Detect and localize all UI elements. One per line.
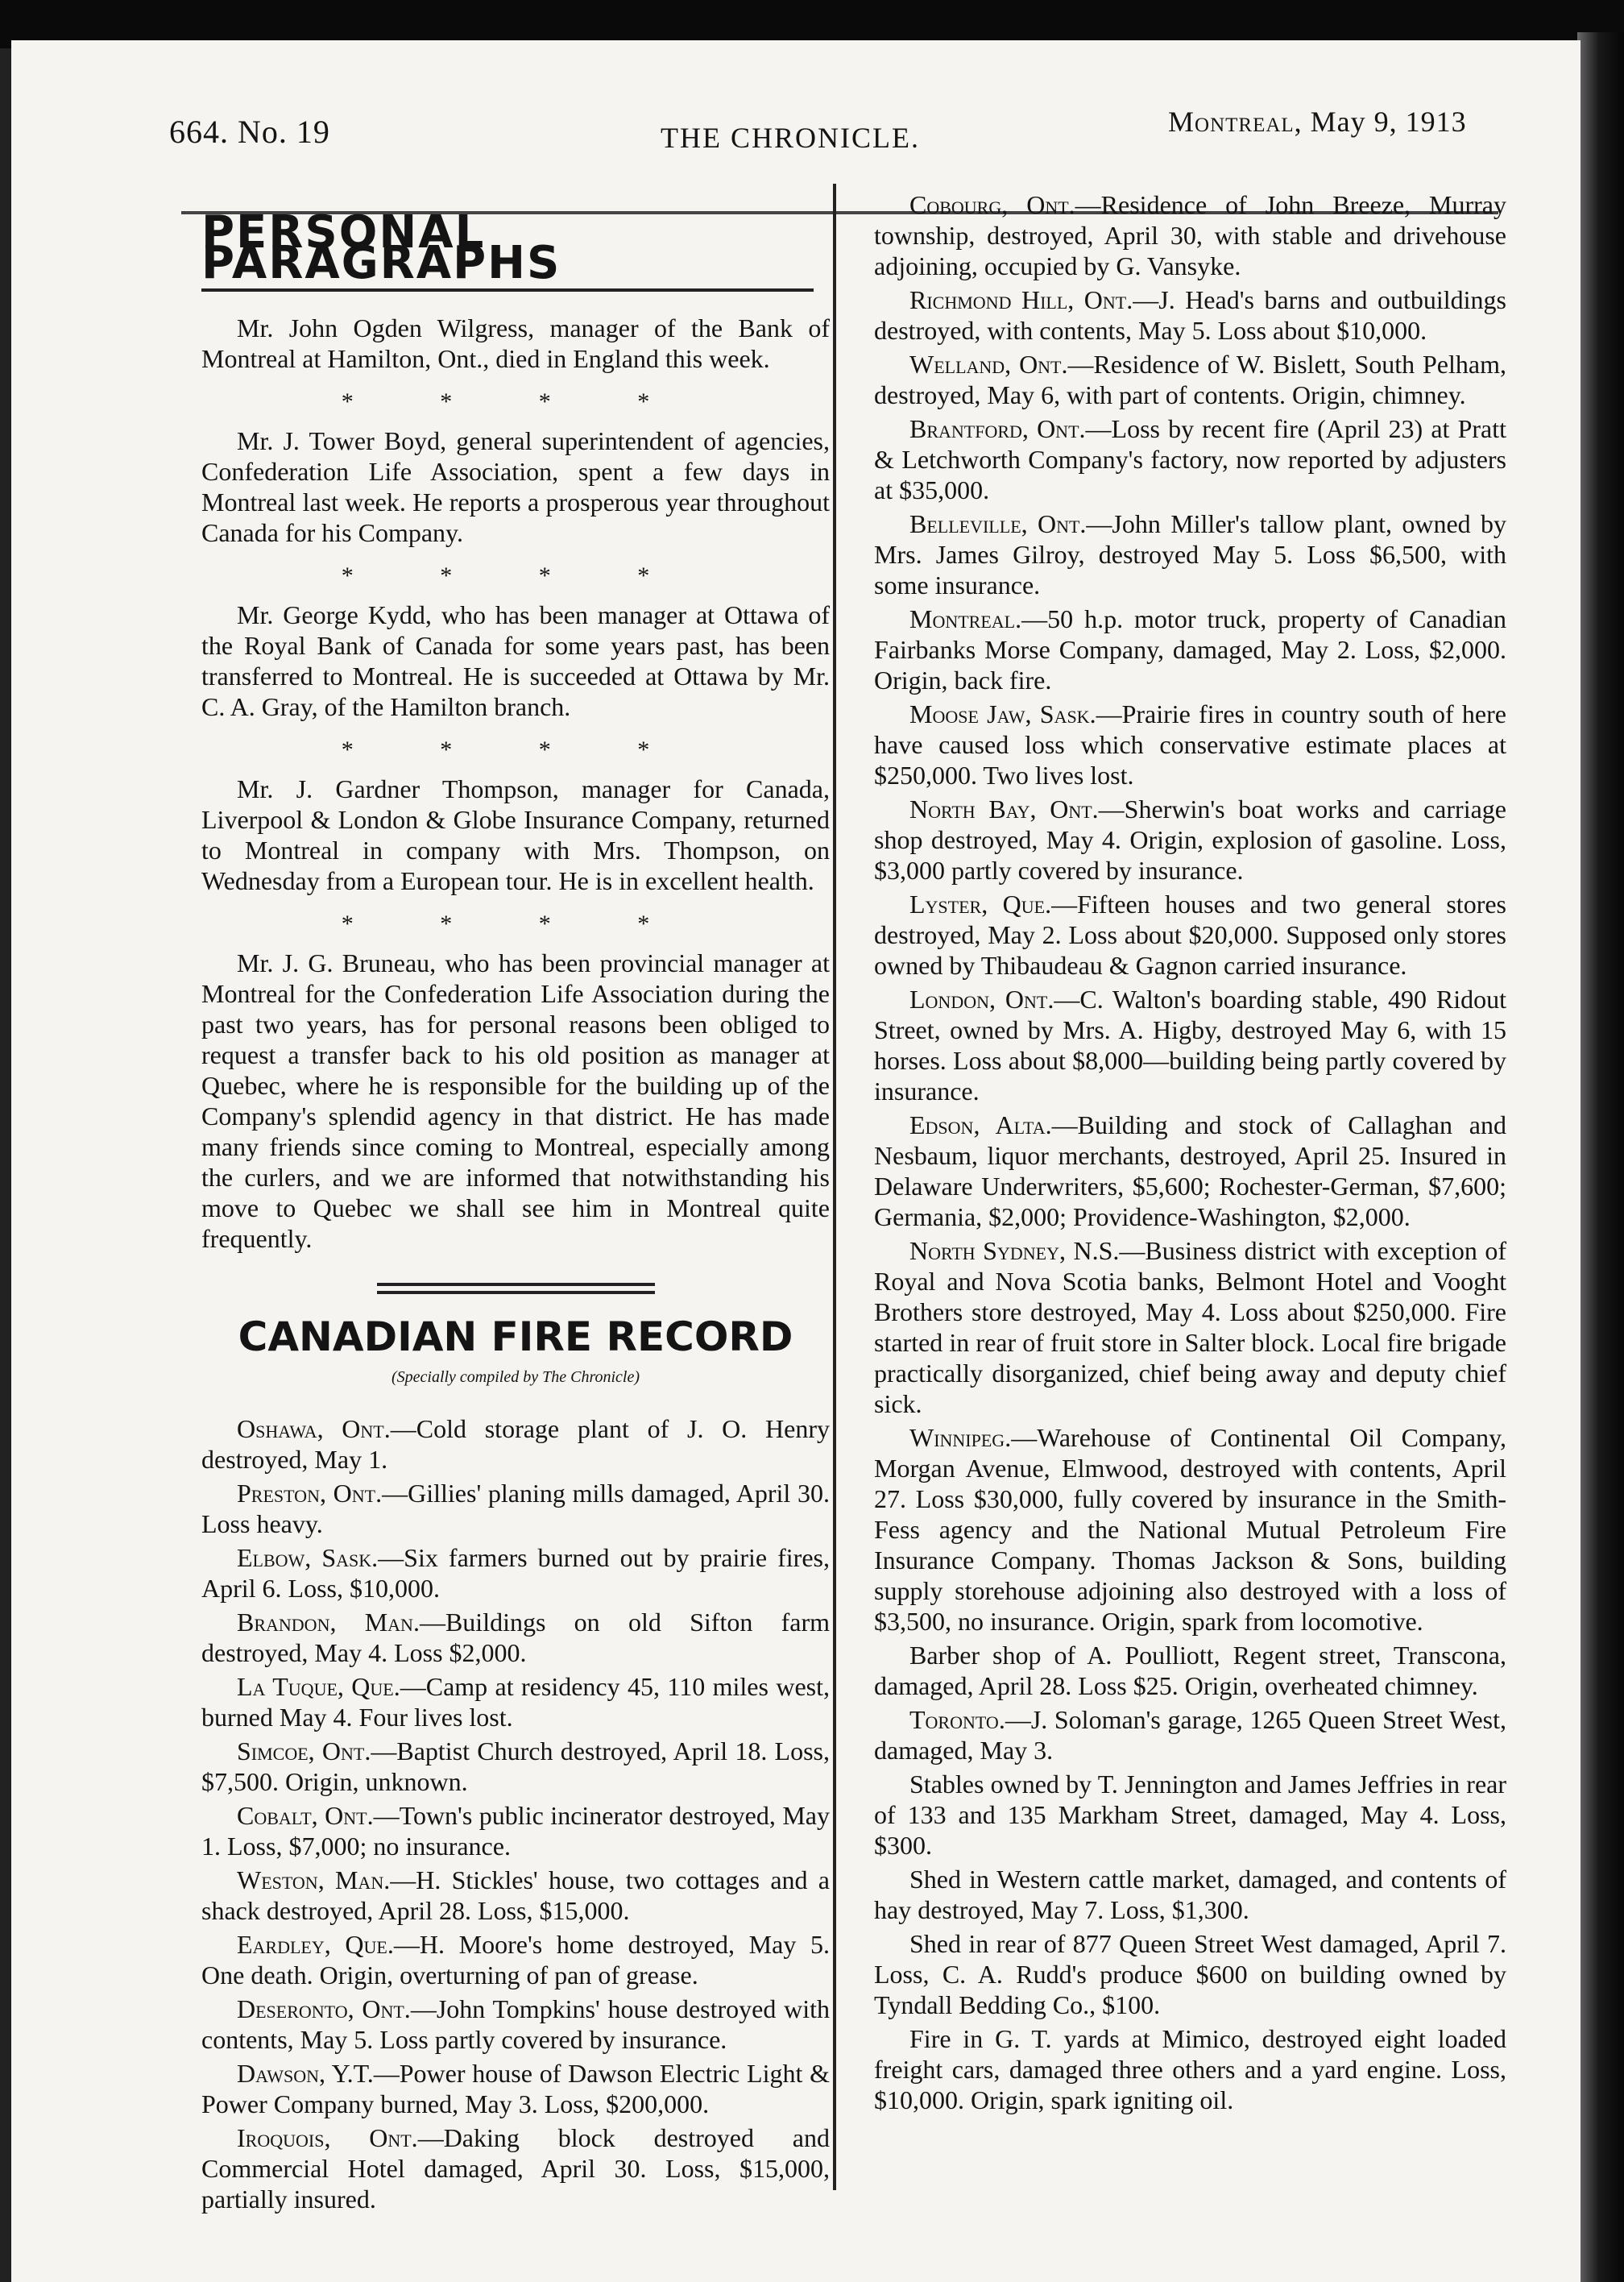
fire-entry: [874, 189, 1506, 281]
publication-name: THE CHRONICLE.: [661, 122, 920, 154]
fire-entry-place: Lyster, Que.: [909, 890, 1052, 919]
fire-entry-place: Winnipeg.: [909, 1423, 1012, 1452]
fire-entry-text: —Daking block destroyed and Commercial Hotel damaged, April 30. Loss, $15,000, partially insured.: [201, 2123, 830, 2214]
personal-paragraph: Mr. J. Gardner Thompson, manager for Canada, Liverpool & London & Globe Insurance Company, returned to Montreal in company with Mrs. Thompson, on Wednesday from a European tour. He is in excellent health.: [201, 774, 830, 895]
fire-entry-text: Stables owned by T. Jennington and James Jeffries in rear of 133 and 135 Markham Street, damaged, May 4. Loss, $300.: [874, 1770, 1506, 1860]
fire-entry: [201, 2058, 830, 2119]
fire-entry-text: —Loss by recent fire (April 23) at Pratt & Letchworth Company's factory, now reported by adjusters at $35,000.: [874, 414, 1507, 504]
fire-entry-place: Toronto.: [909, 1705, 1005, 1734]
fire-entry-text: —John Tompkins' house destroyed with contents, May 5. Loss partly covered by insurance.: [201, 1994, 831, 2054]
fire-entry-text: —C. Walton's boarding stable, 490 Ridout Street, owned by Mrs. A. Higby, destroyed May 6, with 15 horses. Loss about $8,000—building being partly covered by insurance.: [874, 985, 1507, 1106]
fire-entry-place: Elbow, Sask.: [237, 1543, 379, 1572]
fire-entry: [874, 1864, 1506, 1925]
fire-entry-place: Moose Jaw, Sask.: [909, 699, 1096, 728]
fire-entry-place: Richmond Hill, Ont.: [909, 285, 1133, 314]
personal-paragraph: Mr. J. G. Bruneau, who has been provincial manager at Montreal for the Confederation Life Association during the past two years, has for personal reasons been obliged to request a transfer back to his old position as manager at Quebec, where he is responsible for the building up of the Company's splendid agency in that district. He has made many friends since coming to Montreal, especially among the curlers, and we are informed that notwithstanding his move to Quebec we shall see him in Montreal quite frequently.: [201, 948, 830, 1253]
fire-entry-text: —Power house of Dawson Electric Light & Power Company burned, May 3. Loss, $200,000.: [201, 2059, 830, 2118]
personal-paragraph: Mr. J. Tower Boyd, general superintendent of agencies, Confederation Life Association, spent a few days in Montreal last week. He reports a prosperous year throughout Canada for his Company.: [201, 426, 830, 547]
fire-entry-text: —Camp at residency 45, 110 miles west, burned May 4. Four lives lost.: [201, 1672, 830, 1732]
fire-entry-text: —Sherwin's boat works and carriage shop destroyed, May 4. Origin, explosion of gasoline. Loss, $3,000 partly covered by insurance.: [874, 795, 1506, 885]
dateline-date: May 9, 1913: [1310, 106, 1467, 138]
fire-entry-text: —Gillies' planing mills damaged, April 30. Loss heavy.: [201, 1479, 830, 1538]
separator: * * * *: [341, 911, 690, 937]
fire-entry: [874, 1640, 1506, 1701]
fire-record-subtitle: (Specially compiled by The Chronicle): [391, 1368, 640, 1386]
fire-entry-text: Shed in Western cattle market, damaged, and contents of hay destroyed, May 7. Loss, $1,300.: [874, 1865, 1506, 1924]
fire-record-title: CANADIAN FIRE RECORD: [238, 1313, 793, 1360]
fire-entry-place: Edson, Alta.: [909, 1110, 1052, 1139]
fire-entry: [201, 1994, 830, 2055]
fire-entry: [874, 1110, 1506, 1232]
fire-entry: [201, 1478, 830, 1539]
fire-entry-text: —Business district with exception of Royal and Nova Scotia banks, Belmont Hotel and Vooght Brothers store destroyed, May 4. Loss about $250,000. Fire started in rear of fruit store in Salter block. Local fire brigade practically disorganized, chief being away and deputy chief sick.: [874, 1236, 1506, 1418]
fire-entry-place: Deseronto, Ont.: [237, 1994, 411, 2023]
personal-title: PERSONAL PARAGRAPHS: [201, 206, 561, 289]
fire-entry: [201, 1865, 830, 1926]
fire-entry-text: Barber shop of A. Poulliott, Regent street, Transcona, damaged, April 28. Loss $25. Origin, overheated chimney.: [874, 1641, 1506, 1700]
fire-entry-text: —Six farmers burned out by prairie fires, April 6. Loss, $10,000.: [201, 1543, 830, 1603]
fire-entry: [874, 889, 1506, 981]
fire-entry: [874, 1704, 1506, 1765]
fire-entry-text: —H. Moore's home destroyed, May 5. One death. Origin, overturning of pan of grease.: [201, 1930, 831, 1989]
fire-entry-text: —H. Stickles' house, two cottages and a shack destroyed, April 28. Loss, $15,000.: [201, 1865, 830, 1925]
fire-entry-place: Oshawa, Ont.: [237, 1414, 391, 1443]
fire-entry-text: —Fifteen houses and two general stores destroyed, May 2. Loss about $20,000. Supposed only stores owned by Thibaudeau & Gagnon carried insurance.: [874, 890, 1507, 980]
section-divider: [377, 1283, 655, 1294]
fire-entry-place: Dawson, Y.T.: [237, 2059, 374, 2088]
left-column: [201, 206, 831, 2218]
fire-entry-text: —Residence of W. Bislett, South Pelham, destroyed, May 6, with part of contents. Origin, chimney.: [874, 350, 1506, 409]
fire-entry-place: Montreal.: [909, 604, 1022, 633]
fire-entry-text: —50 h.p. motor truck, property of Canadian Fairbanks Morse Company, damaged, May 2. Loss, $2,000. Origin, back fire.: [874, 604, 1506, 695]
dateline: [1168, 105, 1467, 139]
fire-entry: [874, 984, 1506, 1106]
right-column: [874, 189, 1506, 2118]
fire-entry: [874, 2023, 1506, 2115]
fire-entry: [874, 349, 1506, 410]
fire-entry: [201, 2122, 830, 2214]
dateline-city: Montreal,: [1168, 106, 1303, 138]
fire-entry-text: —Warehouse of Continental Oil Company, Morgan Avenue, Elmwood, destroyed with contents, April 27. Loss $30,000, fully covered by insurance in the Smith-Fess agency and the National Mutual Petroleum Fire Insurance Company. Thomas Jackson & Sons, building supply storehouse adjoining also destroyed with a loss of $3,500, no insurance. Origin, spark from locomotive.: [874, 1423, 1506, 1636]
fire-entry: [201, 1542, 830, 1604]
fire-entry: [874, 1769, 1506, 1861]
fire-entry-text: —J. Soloman's garage, 1265 Queen Street West, damaged, May 3.: [874, 1705, 1506, 1765]
fire-entry-place: Brantford, Ont.: [909, 414, 1086, 443]
fire-entry-place: London, Ont.: [909, 985, 1054, 1014]
separator: * * * *: [341, 388, 690, 415]
fire-entry: [201, 1607, 830, 1668]
fire-entry-text: —J. Head's barns and outbuildings destroyed, with contents, May 5. Loss about $10,000.: [874, 285, 1506, 345]
fire-entry-text: Shed in rear of 877 Queen Street West damaged, April 7. Loss, C. A. Rudd's produce $600 on building owned by Tyndall Bedding Co., $100.: [874, 1929, 1506, 2019]
fire-entry: [201, 1671, 830, 1732]
column-rule: [833, 184, 836, 2190]
fire-entry-text: Fire in G. T. yards at Mimico, destroyed eight loaded freight cars, damaged three others and a yard engine. Loss, $10,000. Origin, spark igniting oil.: [874, 2024, 1506, 2114]
fire-entry: [874, 1928, 1506, 2020]
fire-entry: [874, 284, 1506, 346]
fire-entry: [201, 1413, 830, 1475]
fire-entry: [874, 1422, 1506, 1637]
fire-entry-text: —Baptist Church destroyed, April 18. Loss, $7,500. Origin, unknown.: [201, 1736, 831, 1796]
personal-paragraph: Mr. George Kydd, who has been manager at Ottawa of the Royal Bank of Canada for some years past, has been transferred to Montreal. He is succeeded at Ottawa by Mr. C. A. Gray, of the Hamilton branch.: [201, 600, 830, 721]
fire-entry-place: La Tuque, Que.: [237, 1672, 400, 1701]
fire-entry-text: —Building and stock of Callaghan and Nesbaum, liquor merchants, destroyed, April 25. Insured in Delaware Underwriters, $5,600; Rochester-German, $7,600; Germania, $2,000; Providence-Washington, $2,000.: [874, 1110, 1507, 1231]
fire-entry-text: —Buildings on old Sifton farm destroyed, May 4. Loss $2,000.: [201, 1608, 831, 1667]
fire-entry-place: Welland, Ont.: [909, 350, 1068, 379]
fire-entry: [874, 1235, 1506, 1419]
fire-entry-text: —John Miller's tallow plant, owned by Mrs. James Gilroy, destroyed May 5. Loss $6,500, with some insurance.: [874, 509, 1507, 600]
fire-entry: [874, 508, 1506, 600]
scan-right-border: [1577, 32, 1624, 2282]
fire-entry-text: —Cold storage plant of J. O. Henry destroyed, May 1.: [201, 1414, 830, 1474]
fire-entry-place: Weston, Man.: [237, 1865, 391, 1894]
personal-paragraph: Mr. John Ogden Wilgress, manager of the Bank of Montreal at Hamilton, Ont., died in England this week.: [201, 313, 830, 373]
fire-entry-place: Preston, Ont.: [237, 1479, 383, 1508]
separator: * * * *: [341, 562, 690, 589]
fire-entry: [201, 1929, 830, 1990]
fire-entry-place: Simcoe, Ont.: [237, 1736, 371, 1765]
fire-entry-place: Cobourg, Ont.: [909, 190, 1075, 219]
fire-entry: [874, 794, 1506, 886]
fire-entry-text: —Town's public incinerator destroyed, May 1. Loss, $7,000; no insurance.: [201, 1801, 831, 1861]
fire-entry: [874, 604, 1506, 695]
fire-entry-place: Eardley, Que.: [237, 1930, 394, 1959]
fire-entry: [874, 413, 1506, 505]
fire-entry-place: Belleville, Ont.: [909, 509, 1087, 538]
fire-entry-place: Brandon, Man.: [237, 1608, 420, 1637]
page-number: 664. No. 19: [169, 114, 330, 150]
fire-entry: [874, 699, 1506, 790]
fire-entry-text: —Prairie fires in country south of here have caused loss which conservative estimate places at $250,000. Two lives lost.: [874, 699, 1506, 790]
fire-entry-place: Cobalt, Ont.: [237, 1801, 374, 1830]
fire-list-left: [201, 1413, 830, 2214]
fire-entry-text: —Residence of John Breeze, Murray township, destroyed, April 30, with stable and drivehouse adjoining, occupied by G. Vansyke.: [874, 190, 1506, 280]
fire-entry-place: North Bay, Ont.: [909, 795, 1099, 824]
fire-entry: [201, 1800, 830, 1861]
fire-entry-place: Iroquois, Ont.: [237, 2123, 418, 2152]
separator: * * * *: [341, 736, 690, 763]
fire-entry: [201, 1736, 830, 1797]
fire-entry-place: North Sydney, N.S.: [909, 1236, 1120, 1265]
